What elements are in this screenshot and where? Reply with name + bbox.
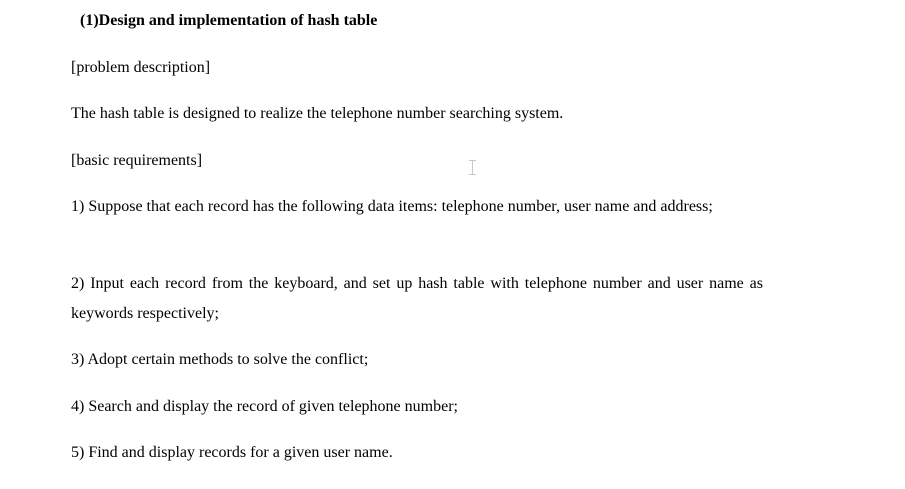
section-heading: (1)Design and implementation of hash table <box>80 12 378 29</box>
requirement-item-3: 3) Adopt certain methods to solve the conflict; <box>71 351 369 368</box>
requirement-item-2: 2) Input each record from the keyboard, and set up hash table with telephone number and user name as keywords respectively; <box>71 275 763 322</box>
cursor-cap-bottom <box>469 174 476 175</box>
requirement-item-1: 1) Suppose that each record has the following data items: telephone number, user name and address; <box>71 198 713 215</box>
basic-requirements-label: [basic requirements] <box>71 152 203 169</box>
problem-description-text: The hash table is designed to realize the telephone number searching system. <box>71 105 564 122</box>
requirement-item-4: 4) Search and display the record of given telephone number; <box>71 398 458 415</box>
problem-description-label: [problem description] <box>71 59 211 76</box>
requirement-item-5: 5) Find and display records for a given user name. <box>71 444 393 461</box>
text-ibeam-cursor-icon <box>469 160 476 175</box>
cursor-bar <box>472 160 473 175</box>
